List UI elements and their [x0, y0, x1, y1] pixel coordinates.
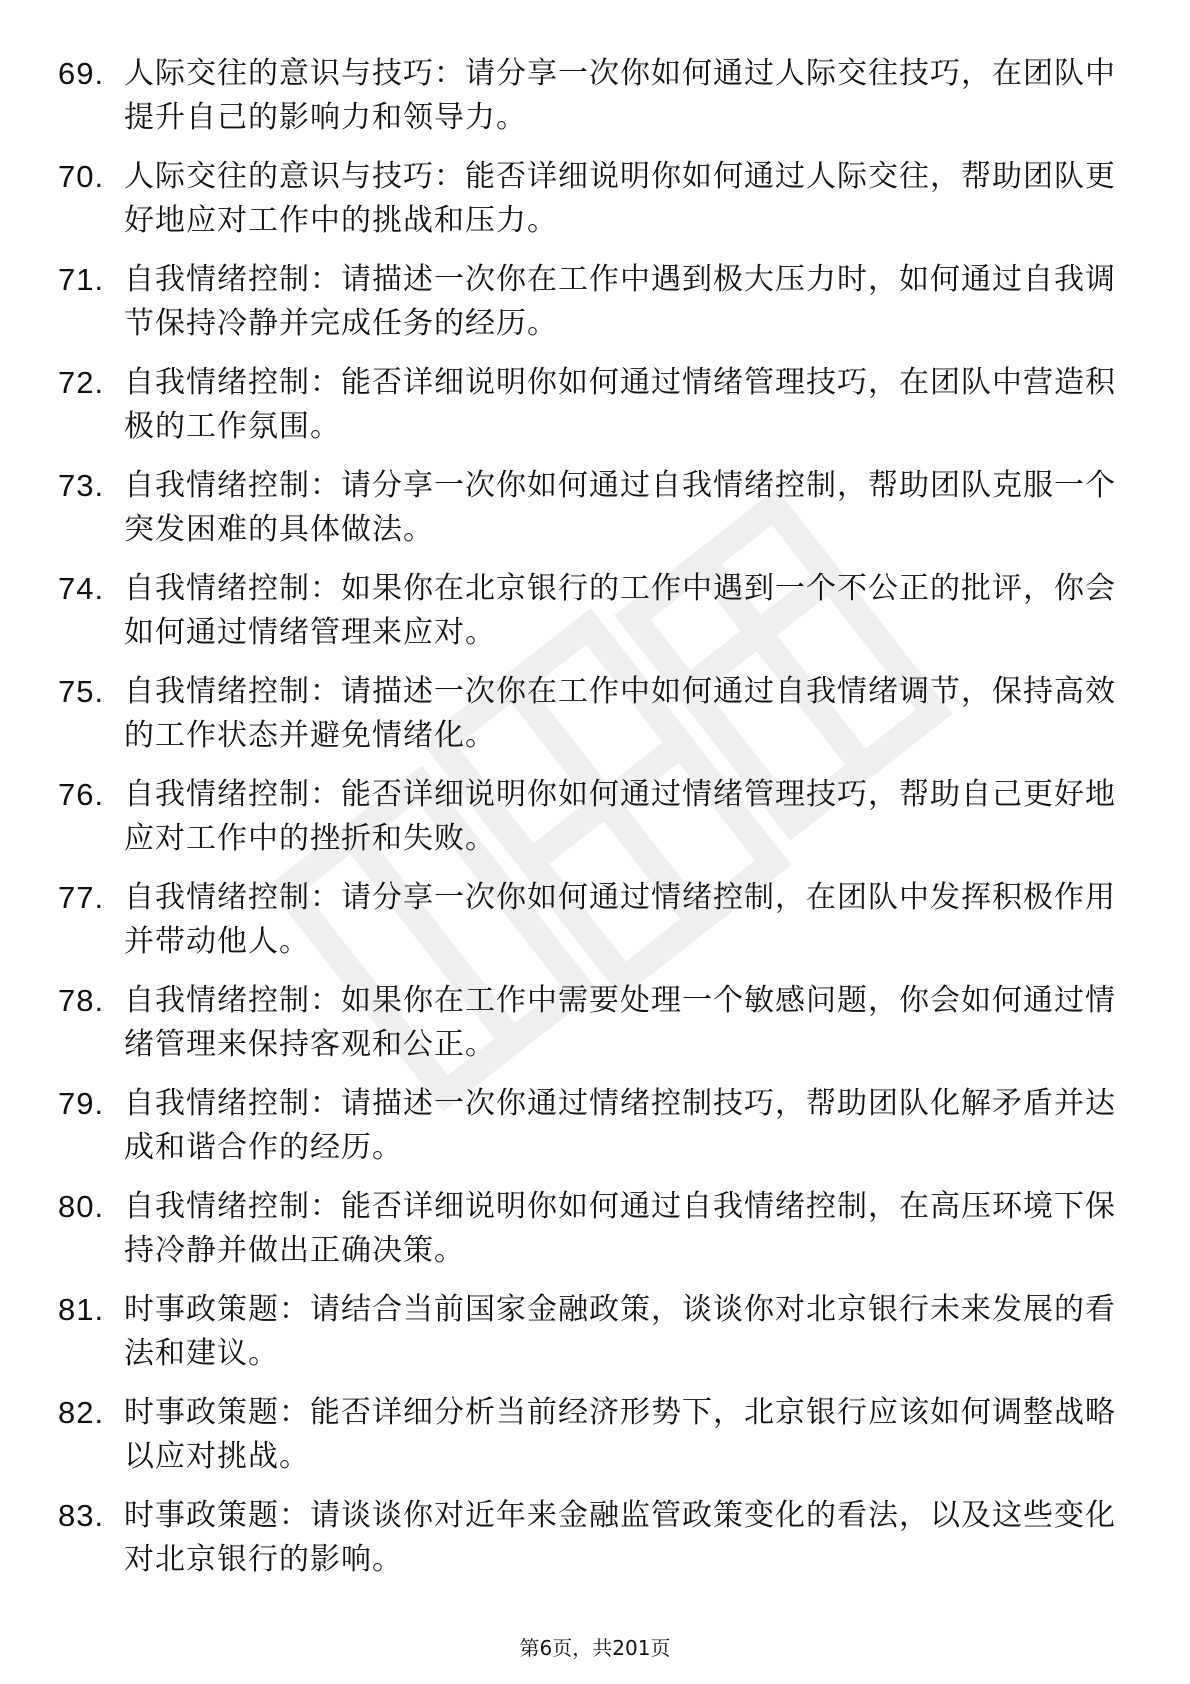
question-text: 时事政策题：请谈谈你对近年来金融监管政策变化的看法，以及这些变化对北京银行的影响。 — [124, 1498, 1116, 1577]
question-number: 77. — [58, 880, 105, 915]
question-item — [58, 1185, 1118, 1273]
question-item — [58, 52, 1118, 140]
question-item — [58, 258, 1118, 346]
question-text: 人际交往的意识与技巧：请分享一次你如何通过人际交往技巧，在团队中提升自己的影响力和领导力。 — [124, 56, 1116, 135]
question-number: 74. — [58, 571, 105, 606]
question-number: 78. — [58, 983, 105, 1018]
question-text: 自我情绪控制：请描述一次你通过情绪控制技巧，帮助团队化解矛盾并达成和谐合作的经历。 — [124, 1086, 1116, 1165]
question-text: 时事政策题：能否详细分析当前经济形势下，北京银行应该如何调整战略以应对挑战。 — [124, 1395, 1116, 1474]
question-number: 83. — [58, 1498, 105, 1533]
question-number: 72. — [58, 365, 105, 400]
question-text: 自我情绪控制：能否详细说明你如何通过情绪管理技巧，在团队中营造积极的工作氛围。 — [124, 365, 1116, 444]
question-text: 自我情绪控制：请描述一次你在工作中遇到极大压力时，如何通过自我调节保持冷静并完成任务的经历。 — [124, 262, 1116, 341]
question-text: 自我情绪控制：能否详细说明你如何通过自我情绪控制，在高压环境下保持冷静并做出正确决策。 — [124, 1189, 1116, 1268]
question-text: 人际交往的意识与技巧：能否详细说明你如何通过人际交往，帮助团队更好地应对工作中的挑战和压力。 — [124, 159, 1116, 238]
question-number: 82. — [58, 1395, 105, 1430]
question-list — [58, 52, 1118, 1597]
question-number: 80. — [58, 1189, 105, 1224]
question-text: 自我情绪控制：如果你在北京银行的工作中遇到一个不公正的批评，你会如何通过情绪管理来应对。 — [124, 571, 1116, 650]
question-text: 自我情绪控制：请分享一次你如何通过情绪控制，在团队中发挥积极作用并带动他人。 — [124, 880, 1116, 959]
question-item — [58, 670, 1118, 758]
question-number: 81. — [58, 1292, 105, 1327]
question-item — [58, 1391, 1118, 1479]
question-text: 自我情绪控制：请描述一次你在工作中如何通过自我情绪调节，保持高效的工作状态并避免情绪化。 — [124, 674, 1116, 753]
question-item — [58, 876, 1118, 964]
question-item — [58, 567, 1118, 655]
question-number: 70. — [58, 159, 105, 194]
question-item — [58, 1288, 1118, 1376]
question-number: 73. — [58, 468, 105, 503]
page-number-footer: 第6页，共201页 — [519, 1636, 671, 1660]
question-number: 79. — [58, 1086, 105, 1121]
question-number: 75. — [58, 674, 105, 709]
question-number: 71. — [58, 262, 105, 297]
question-text: 自我情绪控制：能否详细说明你如何通过情绪管理技巧，帮助自己更好地应对工作中的挫折和失败。 — [124, 777, 1116, 856]
question-text: 自我情绪控制：请分享一次你如何通过自我情绪控制，帮助团队克服一个突发困难的具体做法。 — [124, 468, 1116, 547]
question-text: 时事政策题：请结合当前国家金融政策，谈谈你对北京银行未来发展的看法和建议。 — [124, 1292, 1116, 1371]
question-item — [58, 464, 1118, 552]
question-item — [58, 979, 1118, 1067]
question-item — [58, 155, 1118, 243]
question-number: 76. — [58, 777, 105, 812]
question-number: 69. — [58, 56, 105, 91]
question-text: 自我情绪控制：如果你在工作中需要处理一个敏感问题，你会如何通过情绪管理来保持客观和公正。 — [124, 983, 1116, 1062]
question-item — [58, 361, 1118, 449]
question-item — [58, 1082, 1118, 1170]
question-item — [58, 1494, 1118, 1582]
question-item — [58, 773, 1118, 861]
